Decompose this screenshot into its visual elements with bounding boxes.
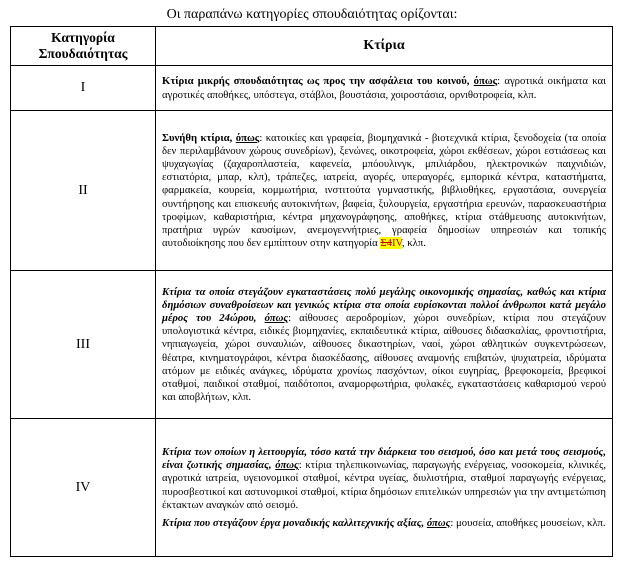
examples-label: όπως xyxy=(235,131,260,144)
category-number: I xyxy=(11,66,156,111)
table-row-category-4 xyxy=(11,419,613,557)
table-caption: Οι παραπάνω κατηγορίες σπουδαιότητας ορίζονται: xyxy=(166,7,458,22)
category-description xyxy=(156,419,613,557)
category-description xyxy=(156,111,613,271)
category-heading-secondary: Κτίρια που στεγάζουν έργα μοναδικής καλλιτεχνικής αξίας, xyxy=(162,516,425,529)
category-description xyxy=(156,66,613,111)
examples-text-secondary: : μουσεία, αποθήκες μουσείων, κλπ. xyxy=(450,516,606,529)
header-importance-category: Κατηγορία Σπουδαιότητας xyxy=(11,27,156,66)
category-description xyxy=(156,271,613,419)
category-heading: Κτίρια τα οποία στεγάζουν εγκαταστάσεις πολύ μεγάλης οικονομικής σημασίας, καθώς και κτίρια δημόσιων συναθροίσεων και γενικώς κτίρια στα οποία ευρίσκονται πολλοί άνθρωποι κατά μεγάλο μέρος του 24ώρου, xyxy=(162,285,606,324)
category-heading: Κτίρια μικρής σπουδαιότητας ως προς την ασφάλεια του κοινού, xyxy=(162,75,470,88)
table-header-row xyxy=(11,27,613,66)
category-number: II xyxy=(11,111,156,271)
category-heading: Κτίρια των οποίων η λειτουργία, τόσο κατά την διάρκεια του σεισμού, όσο και μετά τους σεισμούς, είναι ζωτικής σημασίας, xyxy=(162,445,606,472)
examples-label: όπως xyxy=(473,75,498,88)
category-number: IV xyxy=(11,419,156,557)
category-number: III xyxy=(11,271,156,419)
table-row-category-1 xyxy=(11,66,613,111)
header-buildings: Κτίρια xyxy=(156,27,613,66)
examples-label-secondary: όπως xyxy=(426,516,451,529)
struck-revision-mark: Σ4 xyxy=(380,237,392,250)
examples-tail: , κλπ. xyxy=(401,237,426,250)
examples-text: : κατοικίες και γραφεία, βιομηχανικά - βιοτεχνικά κτίρια, ξενοδοχεία (τα οποία δεν περιλαμβάνουν χώρους συνεδρίων), ξενώνες, οικοτροφεία, χώροι εκθέσεων, χώροι εστιάσεως και ψυχαγωγίας (ζαχαροπλαστεία, καφενεία, μπόουλινγκ, μπιλιάρδου, ηλεκτρονικών παιχνιδιών, εστιατόρια, μπαρ, κλπ), τράπεζες, ιατρεία, αγορές, υπεραγορές, εμπορικά κέντρα, καταστήματα, φαρμακεία, κουρεία, κομμωτήρια, ινστιτούτα γυμναστικής, βιβλιοθήκες, εργαστάσια, συνεργεία συντήρησης και επισκευής αυτοκινήτων, βαφεία, ξυλουργεία, εργαστήρια ερευνών, παρασκευαστήρια τροφίμων, καθαριστήρια, κέντρα μηχανογράφησης, αποθήκες, κτίρια στάθμευσης αυτοκινήτων, πρατήρια υγρών καυσίμων, ανεμογεννήτριες, γραφεία δημοσίων υπηρεσιών και τοπικής αυτοδιοίκησης που δεν εμπίπτουν στην κατηγορία xyxy=(162,131,606,250)
table-row-category-2 xyxy=(11,111,613,271)
importance-category-table xyxy=(10,26,613,557)
examples-label: όπως xyxy=(264,311,289,324)
examples-text: : αίθουσες αεροδρομίων, χώροι συνεδρίων, κτίρια που στεγάζουν υπολογιστικά κέντρα, ειδικές βιομηχανίες, εκπαιδευτικά κτίρια, αίθουσες διδασκαλίας, φροντιστήρια, νηπιαγωγεία, χώροι συναυλιών, αίθουσες δικαστηρίων, ναοί, χώροι αθλητικών συγκεντρώσεων, θέατρα, κινηματογράφοι, κέντρα διασκέδασης, αίθουσες αναμονής επιβατών, ψυχιατρεία, ιδρύματα ατόμων με ειδικές ανάγκες, ιδρύματα χρονίως πασχόντων, οίκοι ευγηρίας, βρεφοκομεία, βρεφικοί σταθμοί, παιδικοί σταθμοί, παιδότοποι, αναμορφωτήρια, φυλακές, εγκαταστάσεις καθαρισμού νερού και αποβλήτων, κλπ. xyxy=(162,311,607,404)
examples-text: : αγροτικά οικήματα και αγροτικές αποθήκες, υπόστεγα, στάβλοι, βουστάσια, χοιροστάσια, ορνιθοτροφεία, κλπ. xyxy=(162,75,607,101)
examples-text: : κτίρια τηλεπικοινωνίας, παραγωγής ενέργειας, νοσοκομεία, κλινικές, αγροτικά ιατρεία, υγειονομικοί σταθμοί, κέντρα υγείας, διυλιστήρια, σταθμοί παραγωγής ενέργειας, πυροσβεστικοί και αστυνομικοί σταθμοί, κτίρια δημόσιων επιτελικών υπηρεσιών για την αντιμετώπιση έκτακτων αναγκών από σεισμό. xyxy=(162,459,607,511)
table-row-category-3 xyxy=(11,271,613,419)
inserted-revision-mark: IV xyxy=(392,237,402,250)
category-heading: Συνήθη κτίρια, xyxy=(162,131,233,144)
examples-label: όπως xyxy=(275,459,299,472)
